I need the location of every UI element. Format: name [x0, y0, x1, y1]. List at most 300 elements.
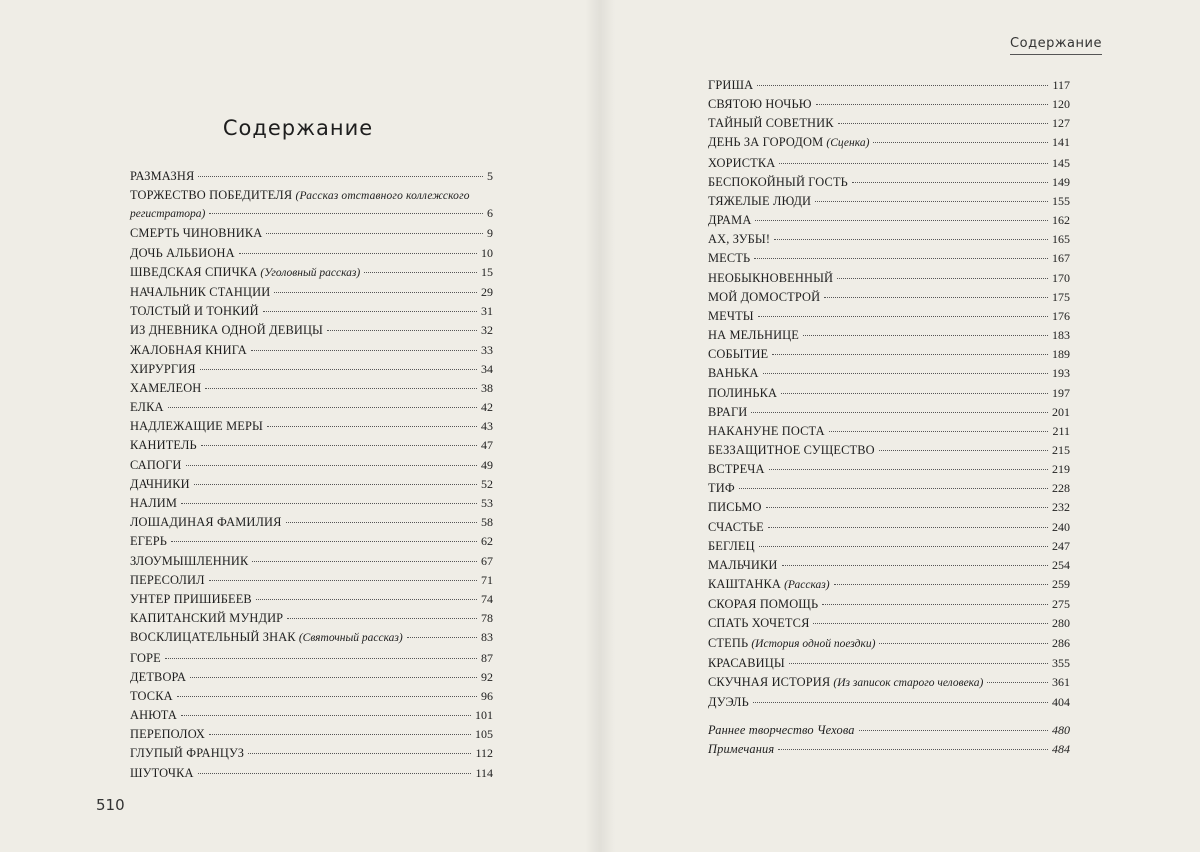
entry-title: БЕСПОКОЙНЫЙ ГОСТЬ [708, 174, 848, 189]
entry-title: СТЕПЬ [708, 635, 749, 650]
entry-subtitle: (Святочный рассказ) [298, 632, 403, 645]
entry-page-number: 114 [475, 765, 493, 780]
entry-page-number: 74 [481, 591, 493, 606]
entry-page-number: 31 [481, 304, 493, 319]
toc-entry [708, 635, 1070, 653]
toc-entry [708, 385, 1070, 402]
entry-page-number: 33 [481, 342, 493, 357]
entry-page-number: 197 [1052, 385, 1070, 400]
entry-row [708, 461, 1070, 478]
toc-entry [708, 674, 1070, 692]
entry-page-number: 201 [1052, 404, 1070, 419]
entry-page-number: 175 [1052, 289, 1070, 304]
dot-leader [168, 407, 477, 408]
toc-entry [130, 322, 493, 339]
entry-title: ДАЧНИКИ [130, 476, 190, 491]
entry-page-number: 232 [1052, 500, 1070, 515]
entry-title: КАНИТЕЛЬ [130, 438, 197, 453]
entry-row [708, 694, 1070, 711]
entry-title: КАПИТАНСКИЙ МУНДИР [130, 611, 284, 626]
section-spacer [708, 713, 1070, 720]
toc-entry [130, 245, 493, 262]
entry-title: ШУТОЧКА [130, 765, 194, 780]
entry-page-number: 62 [481, 534, 493, 549]
entry-page-number: 361 [1052, 674, 1070, 689]
entry-row [708, 404, 1070, 421]
entry-row [708, 327, 1070, 344]
entry-row [130, 688, 493, 705]
toc-entry [130, 688, 493, 705]
entry-row [130, 765, 493, 782]
entry-row [708, 231, 1070, 248]
entry-page-number: 15 [481, 264, 493, 279]
entry-page-number: 120 [1052, 97, 1070, 112]
entry-row [130, 225, 493, 242]
entry-page-number: 189 [1052, 347, 1070, 362]
entry-row [708, 655, 1070, 672]
entry-title: МАЛЬЧИКИ [708, 557, 778, 572]
entry-page-number: 240 [1052, 519, 1070, 534]
toc-entry [130, 476, 493, 493]
entry-title: НЕОБЫКНОВЕННЫЙ [708, 270, 834, 285]
entry-row [708, 480, 1070, 497]
dot-leader [181, 503, 477, 504]
entry-row [130, 264, 493, 282]
entry-page-number: 92 [481, 669, 493, 684]
toc-entry [130, 225, 493, 242]
entry-row [130, 591, 493, 608]
entry-title: МЕСТЬ [708, 251, 751, 266]
toc-entry [130, 187, 493, 223]
dot-leader [879, 450, 1048, 451]
dot-leader [815, 201, 1048, 202]
entry-page-number: 155 [1052, 193, 1070, 208]
entry-title: СПАТЬ ХОЧЕТСЯ [708, 616, 810, 631]
dot-leader [769, 469, 1048, 470]
running-head: Содержание [1010, 36, 1102, 55]
entry-row [708, 674, 1070, 692]
entry-title: ТАЙНЫЙ СОВЕТНИК [708, 116, 834, 131]
toc-entry [708, 193, 1070, 210]
entry-title: ТИФ [708, 481, 735, 496]
entry-row [708, 77, 1070, 94]
entry-page-number: 219 [1052, 462, 1070, 477]
dot-leader [813, 623, 1048, 624]
entry-row [708, 741, 1070, 758]
dot-leader [822, 604, 1048, 605]
entry-title: ПЕРЕПОЛОХ [130, 727, 205, 742]
entry-page-number: 87 [481, 650, 493, 665]
entry-subtitle: (Из записок старого человека) [833, 676, 984, 689]
entry-title: ГРИША [708, 78, 754, 92]
entry-row [708, 250, 1070, 267]
toc-right-column [708, 77, 1070, 761]
entry-row [130, 457, 493, 474]
toc-entry [130, 495, 493, 512]
entry-page-number: 228 [1052, 481, 1070, 496]
entry-title: ПОЛИНЬКА [708, 385, 778, 400]
entry-title: ВОСКЛИЦАТЕЛЬНЫЙ ЗНАК [130, 630, 296, 645]
dot-leader [327, 330, 477, 331]
toc-entry [708, 461, 1070, 478]
dot-leader [171, 541, 477, 542]
toc-entry [130, 437, 493, 454]
dot-leader [407, 637, 477, 638]
entry-title: СВЯТОЮ НОЧЬЮ [708, 97, 812, 112]
dot-leader [772, 354, 1048, 355]
entry-title: ГОРЕ [130, 650, 161, 665]
entry-row [130, 342, 493, 359]
toc-entry [708, 289, 1070, 306]
dot-leader [768, 527, 1048, 528]
toc-entry [130, 380, 493, 397]
page-number: 510 [96, 796, 125, 814]
entry-title: ЕГЕРЬ [130, 534, 168, 549]
entry-row [130, 726, 493, 743]
entry-page-number: 67 [481, 553, 493, 568]
dot-leader [816, 104, 1048, 105]
toc-entry [708, 615, 1070, 632]
entry-page-number: 5 [487, 169, 493, 183]
entry-row [130, 495, 493, 512]
entry-page-number: 101 [475, 708, 493, 723]
entry-row [130, 572, 493, 589]
dot-leader [198, 773, 472, 774]
entry-subtitle: (Рассказ) [784, 579, 830, 592]
entry-page-number: 29 [481, 284, 493, 299]
toc-entry [130, 650, 493, 667]
dot-leader [778, 749, 1048, 750]
entry-title: УНТЕР ПРИШИБЕЕВ [130, 591, 252, 606]
entry-title: НАЛИМ [130, 496, 178, 510]
dot-leader [205, 388, 477, 389]
dot-leader [755, 220, 1048, 221]
entry-title: ТОСКА [130, 688, 173, 703]
entry-row [708, 289, 1070, 306]
dot-leader [251, 350, 477, 351]
toc-entry [708, 134, 1070, 152]
toc-entry [708, 96, 1070, 113]
toc-entry [708, 741, 1070, 758]
dot-leader [751, 412, 1048, 413]
dot-leader [266, 233, 483, 234]
toc-entry [130, 610, 493, 627]
entry-row [708, 346, 1070, 363]
entry-row [708, 134, 1070, 152]
entry-row [130, 303, 493, 320]
page-title: Содержание [222, 116, 374, 140]
page-gutter [585, 0, 615, 852]
entry-page-number: 96 [481, 688, 493, 703]
entry-title: АНЮТА [130, 708, 177, 723]
dot-leader [873, 142, 1048, 143]
entry-row [130, 650, 493, 667]
dot-leader [789, 663, 1048, 664]
entry-page-number: 183 [1052, 328, 1070, 343]
toc-entry [708, 722, 1070, 739]
toc-entry [130, 745, 493, 762]
entry-row [130, 322, 493, 339]
entry-row [708, 596, 1070, 613]
dot-leader [774, 239, 1048, 240]
entry-row [130, 437, 493, 454]
entry-title: ЕЛКА [130, 400, 164, 415]
entry-title: СОБЫТИЕ [708, 347, 769, 362]
entry-row [130, 205, 493, 223]
entry-title: ТОРЖЕСТВО ПОБЕДИТЕЛЯ [130, 188, 293, 203]
entry-title: ВРАГИ [708, 404, 748, 419]
entry-subtitle: (История одной поездки) [751, 637, 876, 650]
entry-title: НАДЛЕЖАЩИЕ МЕРЫ [130, 419, 264, 434]
entry-title: ЖАЛОБНАЯ КНИГА [130, 342, 247, 357]
dot-leader [248, 753, 471, 754]
entry-page-number: 165 [1052, 232, 1070, 247]
entry-page-number: 145 [1052, 155, 1070, 170]
dot-leader [286, 522, 477, 523]
entry-subtitle-cont: регистратора) [130, 208, 206, 221]
toc-entry [708, 442, 1070, 459]
entry-title: ЛОШАДИНАЯ ФАМИЛИЯ [130, 515, 282, 530]
entry-page-number: 83 [481, 630, 493, 645]
entry-page-number: 117 [1052, 78, 1070, 92]
entry-row [708, 115, 1070, 132]
entry-title: КРАСАВИЦЫ [708, 655, 785, 670]
entry-page-number: 176 [1052, 308, 1070, 323]
toc-entry [130, 514, 493, 531]
dot-leader [781, 393, 1048, 394]
entry-row [708, 365, 1070, 382]
dot-leader [757, 85, 1048, 86]
toc-entry [708, 231, 1070, 248]
entry-title: КАШТАНКА [708, 577, 781, 592]
dot-leader [754, 258, 1048, 259]
toc-entry [130, 765, 493, 782]
toc-entry [130, 168, 493, 185]
toc-entry [708, 576, 1070, 594]
toc-entry [130, 591, 493, 608]
toc-entry [130, 303, 493, 320]
entry-title: НАЧАЛЬНИК СТАНЦИИ [130, 284, 271, 299]
dot-leader [209, 734, 471, 735]
entry-row [708, 96, 1070, 113]
toc-entry [130, 264, 493, 282]
entry-page-number: 404 [1052, 695, 1070, 709]
entry-page-number: 58 [481, 515, 493, 530]
dot-leader [287, 618, 477, 619]
entry-row [708, 615, 1070, 632]
dot-leader [763, 373, 1048, 374]
toc-entry [130, 553, 493, 570]
entry-page-number: 215 [1052, 442, 1070, 457]
entry-row [130, 610, 493, 627]
entry-row [708, 193, 1070, 210]
entry-page-number: 484 [1052, 742, 1070, 757]
entry-page-number: 254 [1052, 557, 1070, 572]
dot-leader [200, 369, 477, 370]
dot-leader [879, 643, 1048, 644]
entry-row [708, 519, 1070, 536]
entry-row [708, 212, 1070, 229]
entry-page-number: 53 [481, 496, 493, 510]
dot-leader [779, 163, 1048, 164]
entry-row [708, 270, 1070, 287]
entry-title: ЗЛОУМЫШЛЕННИК [130, 553, 249, 568]
entry-row [708, 557, 1070, 574]
entry-title: МОЙ ДОМОСТРОЙ [708, 289, 821, 304]
dot-leader [201, 445, 477, 446]
toc-entry [130, 669, 493, 686]
entry-page-number: 162 [1052, 213, 1070, 228]
dot-leader [274, 292, 477, 293]
dot-leader [987, 682, 1048, 683]
entry-title: ПЕРЕСОЛИЛ [130, 572, 205, 587]
entry-page-number: 141 [1052, 135, 1070, 150]
entry-row [130, 399, 493, 416]
entry-title: ТЯЖЕЛЫЕ ЛЮДИ [708, 193, 812, 208]
entry-title: ИЗ ДНЕВНИКА ОДНОЙ ДЕВИЦЫ [130, 323, 324, 338]
dot-leader [834, 584, 1048, 585]
toc-entry [708, 212, 1070, 229]
entry-row [130, 533, 493, 550]
entry-row [130, 514, 493, 531]
dot-leader [838, 123, 1048, 124]
toc-entry [130, 726, 493, 743]
entry-page-number: 78 [481, 611, 493, 626]
toc-entry [130, 533, 493, 550]
dot-leader [209, 580, 477, 581]
toc-left-column [130, 168, 493, 784]
entry-title: ДОЧЬ АЛЬБИОНА [130, 245, 235, 260]
entry-title: РАЗМАЗНЯ [130, 169, 195, 183]
entry-page-number: 38 [481, 380, 493, 395]
entry-row [708, 155, 1070, 172]
entry-title: ХИРУРГИЯ [130, 361, 196, 376]
toc-entry [708, 308, 1070, 325]
entry-title: ДЕНЬ ЗА ГОРОДОМ [708, 135, 824, 150]
entry-subtitle: (Сценка) [826, 137, 870, 150]
dot-leader [852, 182, 1048, 183]
entry-row [708, 308, 1070, 325]
dot-leader [829, 431, 1049, 432]
dot-leader [194, 484, 477, 485]
entry-title: Раннее творчество Чехова [708, 723, 855, 738]
dot-leader [186, 465, 477, 466]
toc-entry [708, 250, 1070, 267]
toc-entry [130, 418, 493, 435]
entry-page-number: 259 [1052, 577, 1070, 592]
entry-page-number: 71 [481, 572, 493, 587]
toc-entry [130, 707, 493, 724]
entry-row [130, 476, 493, 493]
entry-page-number: 9 [487, 226, 493, 241]
toc-entry [708, 423, 1070, 440]
toc-entry [708, 655, 1070, 672]
entry-page-number: 43 [481, 419, 493, 434]
dot-leader [824, 297, 1048, 298]
dot-leader [252, 561, 477, 562]
entry-title: МЕЧТЫ [708, 308, 754, 323]
dot-leader [165, 658, 477, 659]
entry-title: СКОРАЯ ПОМОЩЬ [708, 597, 819, 612]
entry-page-number: 47 [481, 438, 493, 453]
entry-title: АХ, ЗУБЫ! [708, 232, 771, 247]
dot-leader [758, 316, 1048, 317]
toc-entry [130, 342, 493, 359]
dot-leader [209, 213, 483, 214]
entry-page-number: 193 [1052, 366, 1070, 381]
entry-subtitle: (Уголовный рассказ) [260, 266, 361, 279]
toc-entry [130, 284, 493, 301]
entry-title: САПОГИ [130, 457, 182, 472]
toc-entry [708, 557, 1070, 574]
dot-leader [198, 176, 483, 177]
toc-entry [708, 538, 1070, 555]
entry-row [130, 553, 493, 570]
entry-title: СКУЧНАЯ ИСТОРИЯ [708, 674, 831, 689]
entry-page-number: 247 [1052, 538, 1070, 553]
entry-row [130, 245, 493, 262]
entry-row [130, 669, 493, 686]
entry-page-number: 34 [481, 361, 493, 376]
entry-title: ВСТРЕЧА [708, 462, 765, 477]
entry-page-number: 275 [1052, 597, 1070, 612]
toc-entry [130, 399, 493, 416]
entry-row [130, 418, 493, 435]
entry-row [130, 361, 493, 378]
entry-title: НАКАНУНЕ ПОСТА [708, 423, 825, 438]
dot-leader [256, 599, 477, 600]
toc-entry [708, 519, 1070, 536]
toc-entry [708, 346, 1070, 363]
entry-page-number: 149 [1052, 174, 1070, 189]
dot-leader [181, 715, 471, 716]
entry-row [708, 538, 1070, 555]
entry-row [130, 380, 493, 397]
entry-title: ПИСЬМО [708, 500, 762, 515]
toc-entry [130, 572, 493, 589]
entry-title-line [130, 187, 493, 205]
dot-leader [263, 311, 477, 312]
entry-page-number: 32 [481, 323, 493, 338]
entry-title: БЕЗЗАЩИТНОЕ СУЩЕСТВО [708, 442, 875, 457]
toc-entry [708, 480, 1070, 497]
dot-leader [177, 696, 477, 697]
entry-page-number: 280 [1052, 616, 1070, 631]
entry-title: ДУЭЛЬ [708, 695, 749, 709]
entry-page-number: 42 [481, 400, 493, 415]
entry-page-number: 170 [1052, 270, 1070, 285]
dot-leader [837, 278, 1048, 279]
dot-leader [190, 677, 477, 678]
toc-entry [708, 270, 1070, 287]
entry-page-number: 211 [1052, 423, 1070, 438]
dot-leader [782, 565, 1048, 566]
entry-page-number: 127 [1052, 116, 1070, 131]
toc-entry [130, 361, 493, 378]
toc-entry [130, 457, 493, 474]
dot-leader [239, 253, 477, 254]
toc-entry [708, 694, 1070, 711]
entry-page-number: 112 [475, 746, 493, 761]
dot-leader [739, 488, 1048, 489]
entry-row [708, 499, 1070, 516]
entry-title: ХОРИСТКА [708, 155, 776, 170]
toc-entry [708, 365, 1070, 382]
entry-row [130, 707, 493, 724]
entry-title: НА МЕЛЬНИЦЕ [708, 328, 799, 343]
entry-row [708, 385, 1070, 402]
toc-entry [708, 155, 1070, 172]
